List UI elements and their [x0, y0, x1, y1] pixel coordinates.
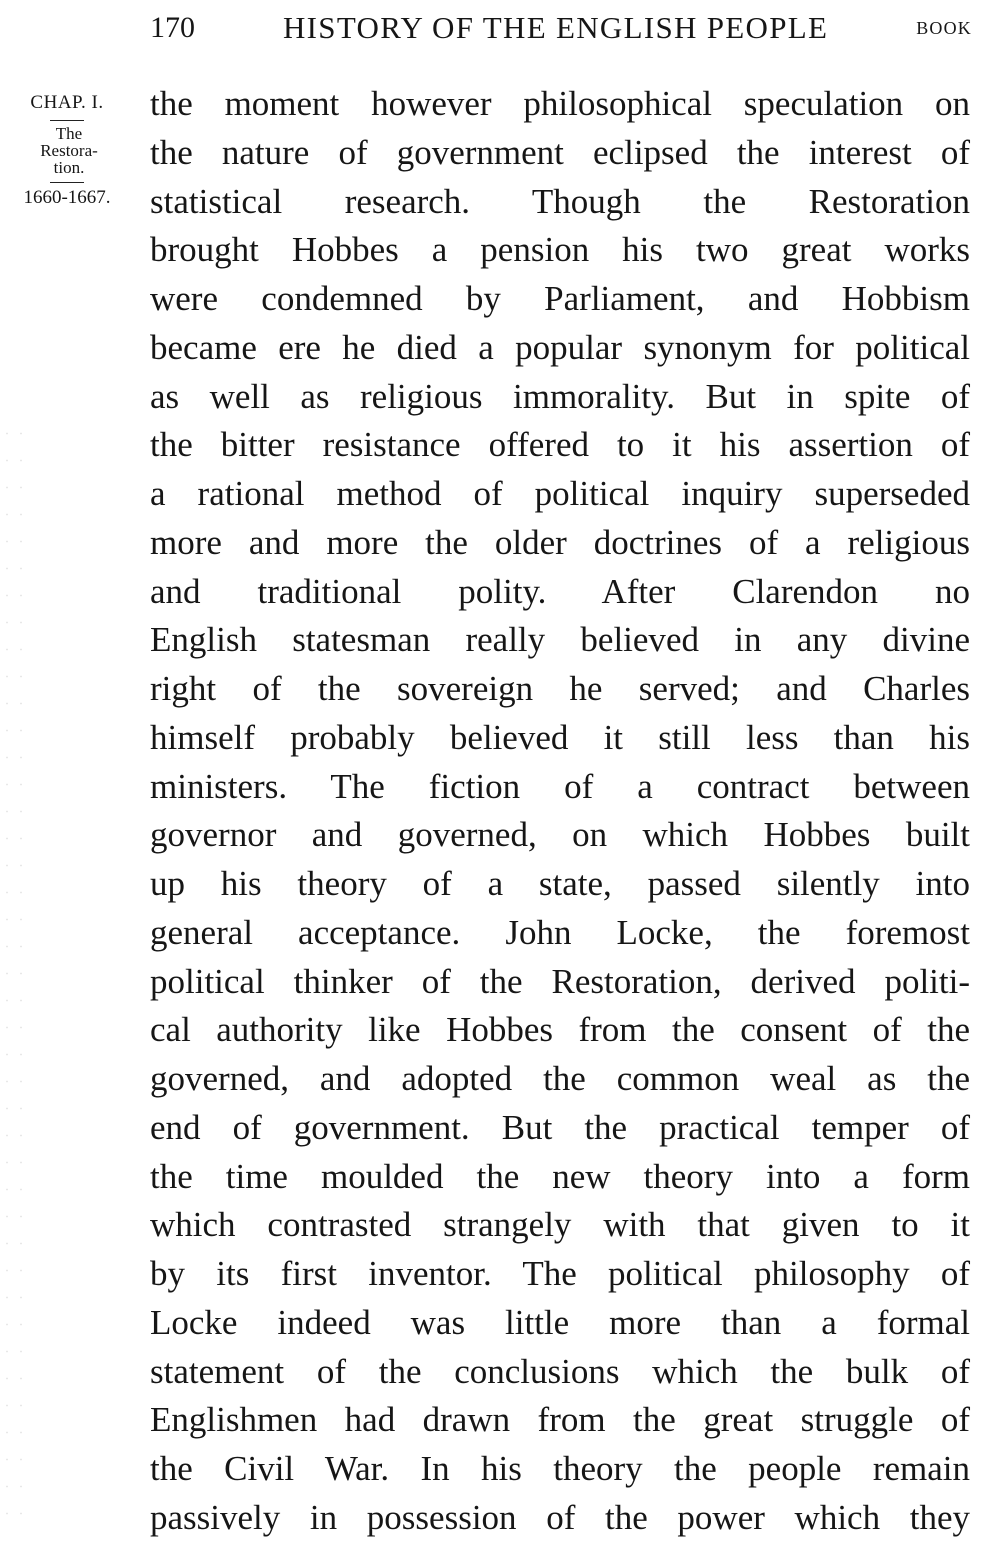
text-line: the nature of government eclipsed the interest of: [150, 132, 970, 172]
margin-rule-bottom: [50, 182, 84, 183]
text-line: governor and governed, on which Hobbes built: [150, 815, 970, 855]
text-line: end of government. But the practical temper of: [150, 1107, 970, 1147]
text-line: general acceptance. John Locke, the foremost: [150, 912, 970, 952]
text-line: by its first inventor. The political philosophy of: [150, 1254, 970, 1293]
running-header: [150, 4, 972, 52]
text-line: himself probably believed it still less than his: [150, 717, 970, 757]
text-line: the time moulded the new theory into a form: [150, 1156, 970, 1196]
text-line: passively in possession of the power which they: [150, 1497, 970, 1537]
text-line: statistical research. Though the Restoration: [150, 181, 970, 221]
text-line: the bitter resistance offered to it his assertion of: [150, 425, 970, 465]
sidenote-line-3: tion.: [53, 158, 85, 177]
text-line: more and more the older doctrines of a religious: [150, 522, 970, 562]
margin-rule-top: [50, 120, 84, 121]
text-line: right of the sovereign he served; and Charles: [150, 669, 970, 708]
text-line: statement of the conclusions which the bulk of: [150, 1351, 970, 1391]
running-title: HISTORY OF THE ENGLISH PEOPLE: [282, 10, 829, 45]
text-line: the moment however philosophical speculation on: [150, 84, 970, 123]
text-line: ministers. The fiction of a contract between: [150, 766, 970, 806]
text-line: as well as religious immorality. But in spite of: [150, 376, 970, 416]
text-line: Englishmen had drawn from the great struggle of: [150, 1400, 970, 1440]
text-line: governed, and adopted the common weal as the: [150, 1059, 970, 1098]
date-range: 1660-1667.: [23, 187, 111, 208]
text-line: a rational method of political inquiry superseded: [150, 474, 970, 513]
text-line: up his theory of a state, passed silently into: [150, 864, 970, 903]
text-line: became ere he died a popular synonym for political: [150, 327, 970, 367]
margin-notes: [6, 92, 128, 209]
body-text: [150, 80, 970, 1543]
text-line: were condemned by Parliament, and Hobbism: [150, 279, 970, 318]
sidenote-line-2: Restora-: [40, 141, 98, 160]
scan-speckle: [0, 420, 30, 1520]
text-line: the Civil War. In his theory the people remain: [150, 1449, 970, 1488]
text-line: which contrasted strangely with that given to it: [150, 1205, 970, 1245]
page-number: 170: [150, 11, 195, 44]
text-line: and traditional polity. After Clarendon no: [150, 571, 970, 611]
text-line: Locke indeed was little more than a formal: [150, 1302, 970, 1342]
book-label: BOOK: [916, 17, 972, 38]
chapter-label: CHAP. I.: [30, 92, 104, 113]
text-line: political thinker of the Restoration, derived politi-: [150, 961, 970, 1001]
text-line: English statesman really believed in any divine: [150, 620, 970, 660]
text-line: cal authority like Hobbes from the consent of the: [150, 1010, 970, 1050]
text-line: brought Hobbes a pension his two great works: [150, 230, 970, 270]
sidenote-line-1: The: [55, 124, 83, 143]
